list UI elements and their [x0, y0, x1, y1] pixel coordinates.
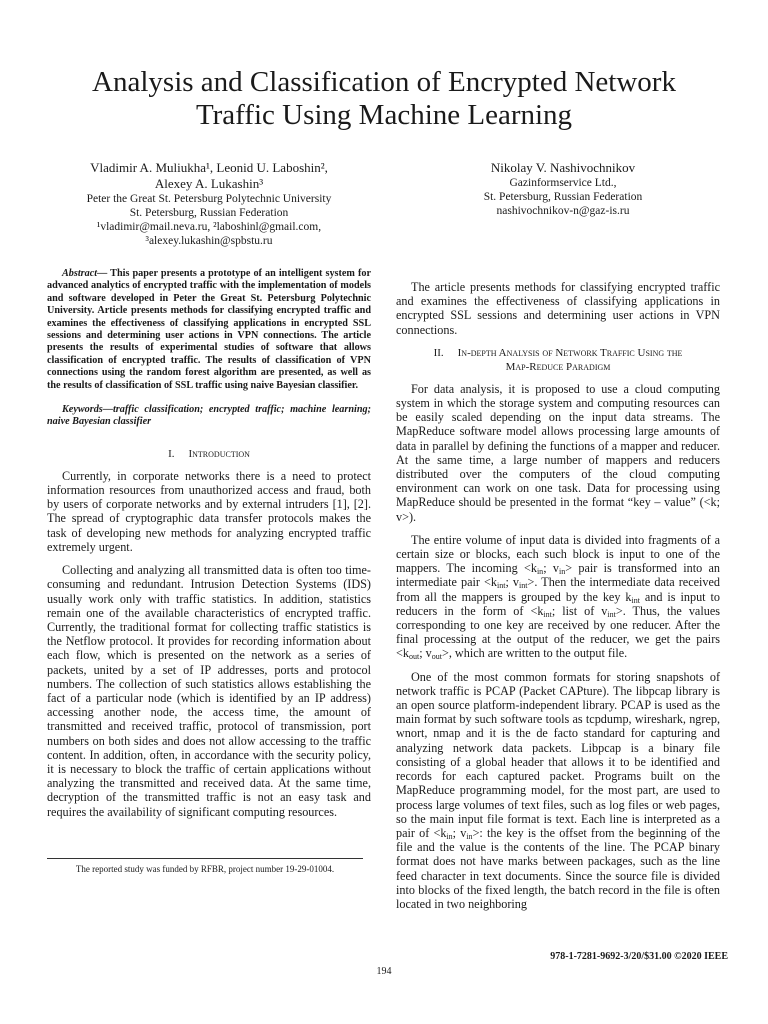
- text-run: ; v: [543, 561, 559, 576]
- subscript: int: [519, 581, 528, 591]
- footnote: The reported study was funded by RFBR, project number 19-29-01004.: [75, 864, 335, 874]
- text-run: >, which are written to the output file.: [441, 646, 628, 661]
- author-names-line-1: Vladimir A. Muliukha¹, Leonid U. Laboshin²,: [90, 160, 328, 175]
- subscript: int: [607, 609, 616, 619]
- text-run: > pair is transformed into an intermediate pair <k: [396, 561, 720, 590]
- section-1-number: I.: [168, 447, 175, 460]
- text-run: One of the most common formats for storing snapshots of network traffic is PCAP (Packet CAPture). The libpcap library is an open source platform-independent library. PCAP is used as the main format by such software tools as tcpdump, wireshark, ngrep, wnort, nmap and it is the de facto standard for capturing and analyzing network data packets. Libpcap is a binary file consisting of a global header that allows it to be identified and records for each captured packet. Programs built on the MapReduce programming model, for the most part, are used to process large volumes of text files, such as log files or web pages, so the main input file format is text. Each line is interpreted as a pair of <k: [396, 669, 720, 840]
- title-line-2: Traffic Using Machine Learning: [195, 99, 573, 131]
- page-number: 194: [376, 966, 392, 977]
- left-column: [47, 268, 371, 828]
- subscript: in: [446, 831, 453, 841]
- subscript: out: [408, 652, 420, 662]
- right-column: [396, 280, 720, 920]
- author-location-right: St. Petersburg, Russian Federation: [483, 191, 643, 203]
- section-2-paragraph-3: [396, 670, 720, 911]
- subscript: int: [543, 609, 552, 619]
- text-run: The entire volume of input data is divided into fragments of a certain size or blocks, each such block is input to one of the mappers. The incoming <k: [396, 532, 720, 576]
- author-names-line-2: Alexey A. Lukashin³: [154, 176, 264, 191]
- author-emails-line-1: ¹vladimir@mail.neva.ru, ²laboshinl@gmail.com,: [96, 221, 322, 233]
- author-affiliation: Peter the Great St. Petersburg Polytechnic University: [86, 193, 332, 205]
- title-line-1: Analysis and Classification of Encrypted Network: [92, 66, 676, 98]
- subscript: in: [466, 831, 473, 841]
- subscript: in: [558, 567, 566, 577]
- section-2-heading: [396, 346, 720, 374]
- text-run: ; v: [452, 825, 467, 840]
- text-run: >: the key is the offset from the beginning of the file and the value is the contents of the line. The PCAP binary format does not have marks between packages, such as the line feed character in text documents. Since the source file is divided into blocks of the fixed length, the batch record in the file is often located in two neighboring: [396, 825, 720, 911]
- section-1-paragraph-1: Currently, in corporate networks there is a need to protect information resources from unauthorized access and fraud, both by users of corporate networks and by external intruders [1], [2]. The spread of cryptographic data transfer protocols makes the task of developing new methods for analyzing encrypted traffic extremely urgent.: [47, 468, 371, 554]
- subscript: int: [497, 581, 506, 591]
- text-run: >. Then the intermediate data received from all the mappers is grouped by the key k: [396, 575, 721, 604]
- section-1-title: Introduction: [188, 447, 250, 460]
- abstract-text: This paper presents a prototype of an intelligent system for advanced analytics of encrypted traffic with the implementation of models and software developed in Peter the Great St. Petersburg Polytechnic University. Article presents methods for classifying encrypted traffic and examines the effectiveness of classifying applications in encrypted SSL sessions and determining user actions in VPN connections. The article presents the results of experimental studies of software that allows classification of encrypted traffic. The results of classification of VPN connections using the random forest algorithm are presented, as well as the results of classification of SSL traffic using naive Bayesian classifier.: [47, 268, 371, 391]
- text-run: ; list of v: [551, 603, 608, 618]
- section-2-title-line-1: In-depth Analysis of Network Traffic Using the: [457, 346, 683, 359]
- author-emails-line-2: ³alexey.lukashin@spbstu.ru: [145, 235, 273, 247]
- paper-title: [40, 66, 728, 132]
- authors-left-block: [44, 160, 374, 248]
- footnote-rule: [47, 858, 363, 859]
- text-run: ; v: [419, 646, 432, 661]
- subscript: int: [631, 595, 640, 605]
- text-run: ; v: [505, 575, 520, 590]
- author-email-right: nashivochnikov-n@gaz-is.ru: [496, 205, 630, 217]
- text-run: and is input to reducers in the form of <k: [396, 589, 720, 618]
- section-1-paragraph-2: Collecting and analyzing all transmitted data is often too time-consuming and redundant. Intrusion Detection Systems (IDS) usually work only with traffic statistics. In addition, statistics remain one of the available characteristics of encrypted traffic. Currently, the traditional format for collecting traffic statistics is the Netflow protocol. It provides for recording information about each flow, which is presented on the network as a series of packets, united by a set of IP addresses, ports and protocol numbers. The collection of such statistics allows establishing the fact of a particular node (which is identified by an IP address) accessing another node, the access time, the amount of transmitted and received traffic, protocol of transmission, port numbers on both sides and does not allow accessing to the traffic content. In addition, often, in accordance with the security policy, it is necessary to block the traffic of certain applications without analyzing the transmitted and received data. At the same time, decryption of the transmitted traffic is not an easy task and requires the availability of significant computing resources.: [47, 563, 371, 819]
- author-affiliation-right: Gazinformservice Ltd.,: [509, 177, 617, 189]
- author-location: St. Petersburg, Russian Federation: [129, 207, 289, 219]
- section-2-title-line-2: Map-Reduce Paradigm: [505, 360, 611, 373]
- subscript: in: [536, 567, 544, 577]
- author-name-right: Nikolay V. Nashivochnikov: [490, 160, 636, 175]
- section-2-number: II.: [433, 346, 444, 359]
- abstract-label: Abstract—: [62, 268, 108, 279]
- text-run: >. Thus, the values corresponding to one key are received by one reducer. After the final processing at the output of the reducer, we get the pairs <k: [396, 603, 720, 661]
- keywords: Keywords—traffic classification; encrypted traffic; machine learning; naive Bayesian classifier: [47, 404, 371, 428]
- section-1-heading: [47, 447, 371, 461]
- right-intro-paragraph: The article presents methods for classifying encrypted traffic and examines the effectiveness of classifying applications in encrypted SSL sessions and determining user actions in VPN connections.: [396, 280, 720, 337]
- authors-right-block: [398, 160, 728, 218]
- copyright-notice: 978-1-7281-9692-3/20/$31.00 ©2020 IEEE: [550, 951, 728, 962]
- abstract: [47, 268, 371, 392]
- section-2-paragraph-2: [396, 533, 720, 661]
- section-2-paragraph-1: For data analysis, it is proposed to use a cloud computing system in which the storage system and computing resources can be easily scaled depending on the input data streams. The MapReduce software model allows processing large amounts of data in parallel by defining the functions of a mapper and reducer. At the same time, a large number of mappers and reducers distributed over the computers of the cloud computing environment can work on one task. Data for processing using MapReduce should be presented in the format “key – value” (<k; v>).: [396, 381, 720, 524]
- subscript: out: [431, 652, 442, 662]
